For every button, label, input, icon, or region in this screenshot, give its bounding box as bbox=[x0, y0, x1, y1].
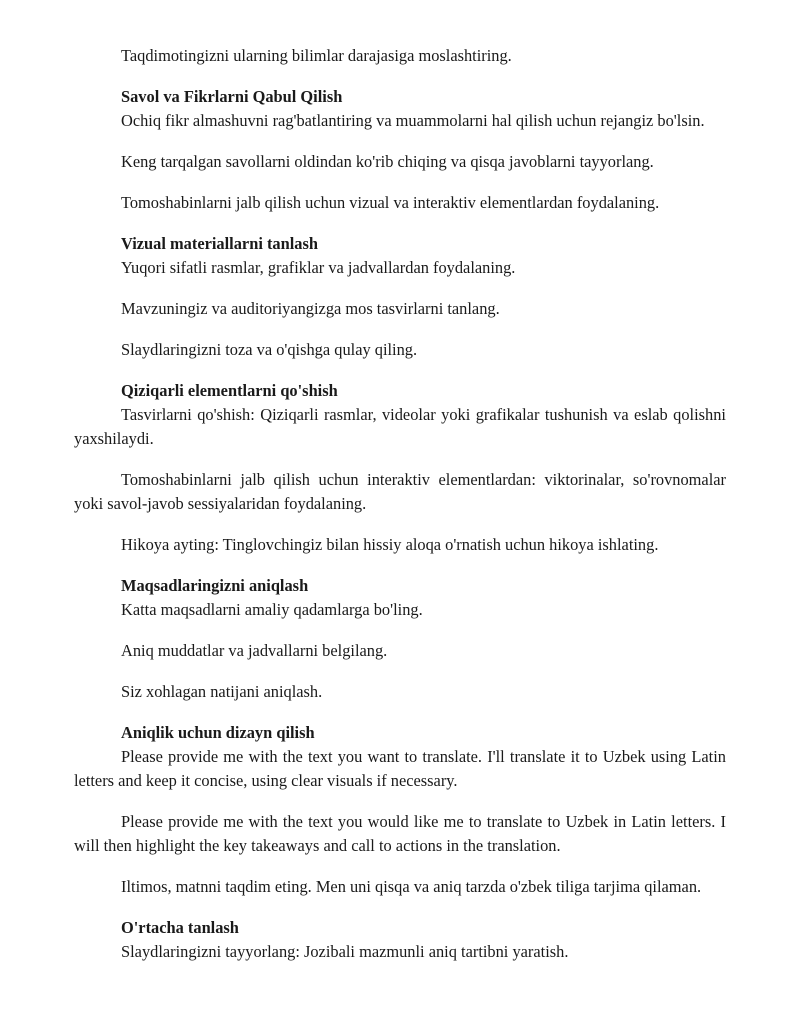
document-body bbox=[74, 44, 726, 964]
paragraph: Iltimos, matnni taqdim eting. Men uni qisqa va aniq tarzda o'zbek tiliga tarjima qilaman. bbox=[121, 877, 702, 896]
paragraph: Slaydlaringizni toza va o'qishga qulay qiling. bbox=[121, 340, 418, 359]
paragraph: Siz xohlagan natijani aniqlash. bbox=[121, 682, 323, 701]
paragraph: Tomoshabinlarni jalb qilish uchun interaktiv elementlardan: viktorinalar, so'rovnomalar yoki savol-javob sessiyalaridan foydalaning. bbox=[74, 470, 726, 513]
paragraph: Tasvirlarni qo'shish: Qiziqarli rasmlar, videolar yoki grafikalar tushunish va eslab qolishni yaxshilaydi. bbox=[74, 405, 726, 448]
paragraph: Katta maqsadlarni amaliy qadamlarga bo'ling. bbox=[121, 600, 423, 619]
paragraph: Hikoya ayting: Tinglovchingiz bilan hissiy aloqa o'rnatish uchun hikoya ishlating. bbox=[121, 535, 659, 554]
section-heading: Aniqlik uchun dizayn qilish bbox=[121, 723, 315, 742]
section-heading: Maqsadlaringizni aniqlash bbox=[121, 576, 309, 595]
paragraph: Mavzuningiz va auditoriyangizga mos tasvirlarni tanlang. bbox=[121, 299, 500, 318]
paragraph: Slaydlaringizni tayyorlang: Jozibali mazmunli aniq tartibni yaratish. bbox=[121, 942, 569, 961]
section-heading: Savol va Fikrlarni Qabul Qilish bbox=[121, 87, 343, 106]
paragraph: Tomoshabinlarni jalb qilish uchun vizual va interaktiv elementlardan foydalaning. bbox=[121, 193, 660, 212]
paragraph: Ochiq fikr almashuvni rag'batlantiring va muammolarni hal qilish uchun rejangiz bo'lsin. bbox=[121, 111, 705, 130]
paragraph: Taqdimotingizni ularning bilimlar darajasiga moslashtiring. bbox=[121, 46, 512, 65]
section-heading: Vizual materiallarni tanlash bbox=[121, 234, 318, 253]
paragraph: Aniq muddatlar va jadvallarni belgilang. bbox=[121, 641, 388, 660]
section-heading: Qiziqarli elementlarni qo'shish bbox=[121, 381, 338, 400]
paragraph: Please provide me with the text you would like me to translate to Uzbek in Latin letters. I will then highlight the key takeaways and call to actions in the translation. bbox=[74, 812, 726, 855]
paragraph: Keng tarqalgan savollarni oldindan ko'rib chiqing va qisqa javoblarni tayyorlang. bbox=[121, 152, 654, 171]
paragraph: Yuqori sifatli rasmlar, grafiklar va jadvallardan foydalaning. bbox=[121, 258, 516, 277]
paragraph: Please provide me with the text you want to translate. I'll translate it to Uzbek using Latin letters and keep it concise, using clear visuals if necessary. bbox=[74, 747, 726, 790]
section-heading: O'rtacha tanlash bbox=[121, 918, 239, 937]
